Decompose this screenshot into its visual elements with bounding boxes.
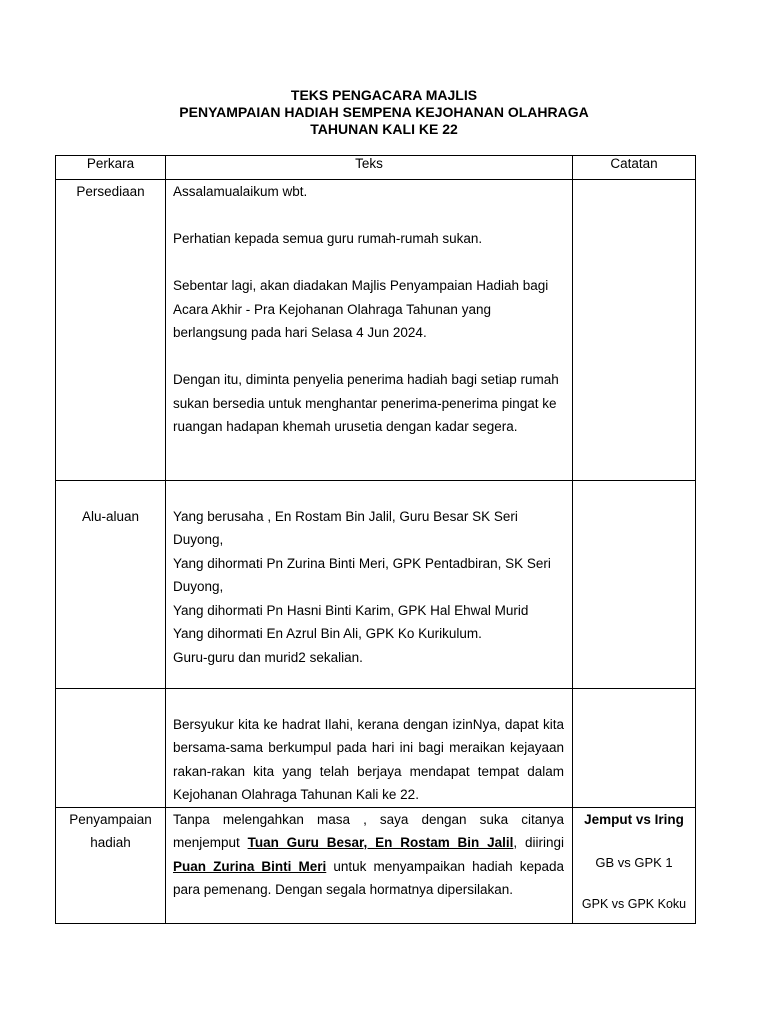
perkara-cell: Persediaan xyxy=(56,180,166,481)
paragraph: Assalamualaikum wbt. xyxy=(173,184,308,199)
header-perkara: Perkara xyxy=(56,156,166,180)
catatan-cell xyxy=(573,807,696,923)
text-span: untuk menyampaikan hadiah kepada para pemenang. Dengan segala hormatnya dipersilakan. xyxy=(173,858,565,897)
greeting-line: Yang dihormati Pn Zurina Binti Meri, GPK Pentadbiran, SK Seri Duyong, xyxy=(173,555,551,594)
greeting-line: Yang berusaha , En Rostam Bin Jalil, Guru Besar SK Seri Duyong, xyxy=(173,508,518,547)
text-span: , diiringi xyxy=(513,835,564,850)
greeting-line: Yang dihormati En Azrul Bin Ali, GPK Ko Kurikulum. xyxy=(173,626,482,641)
guest-name-1: Tuan Guru Besar, En Rostam Bin Jalil xyxy=(247,835,514,850)
note-line: Jemput vs Iring xyxy=(584,811,684,827)
paragraph: Perhatian kepada semua guru rumah-rumah sukan. xyxy=(173,231,483,246)
perkara-cell: Penyampaian hadiah xyxy=(56,807,166,923)
catatan-cell xyxy=(573,180,696,481)
document-title: TEKS PENGACARA MAJLIS xyxy=(290,87,478,103)
document-subtitle: PENYAMPAIAN HADIAH SEMPENA KEJOHANAN OLAHRAGA xyxy=(179,104,589,120)
guest-name-2: Puan Zurina Binti Meri xyxy=(173,858,327,874)
teks-cell xyxy=(166,481,573,689)
table-row xyxy=(56,180,696,481)
teks-cell xyxy=(166,689,573,808)
greeting-line: Guru-guru dan murid2 sekalian. xyxy=(173,649,363,665)
perkara-label: Alu-aluan xyxy=(81,508,140,524)
table-row xyxy=(56,481,696,689)
greeting-line: Yang dihormati Pn Hasni Binti Karim, GPK Hal Ehwal Murid xyxy=(173,602,529,618)
script-table xyxy=(55,155,696,924)
teks-cell xyxy=(166,807,573,923)
paragraph: Dengan itu, diminta penyelia penerima hadiah bagi setiap rumah sukan bersedia untuk menghantar penerima-penerima pingat ke ruangan hadapan khemah urusetia dengan kadar segera. xyxy=(173,372,559,434)
header-teks: Teks xyxy=(166,156,573,180)
text-span: Tanpa melengahkan masa , saya dengan suka citanya menjemput xyxy=(173,811,564,850)
teks-cell xyxy=(166,180,573,481)
table-header-row xyxy=(56,156,696,180)
paragraph xyxy=(173,808,564,902)
note-line: GPK vs GPK Koku xyxy=(581,896,687,911)
header-catatan: Catatan xyxy=(573,156,696,180)
paragraph: Bersyukur kita ke hadrat Ilahi, kerana dengan izinNya, dapat kita bersama-sama berkumpul pada hari ini bagi meraikan kejayaan rakan-rakan kita yang telah berjaya mendapat tempat dalam Kejohanan Olahraga Tahunan Kali ke 22. xyxy=(173,716,564,802)
document-subtitle-2: TAHUNAN KALI KE 22 xyxy=(310,121,458,137)
catatan-cell xyxy=(573,689,696,808)
perkara-cell xyxy=(56,481,166,689)
note-line: GB vs GPK 1 xyxy=(595,855,673,870)
table-row xyxy=(56,807,696,923)
catatan-cell xyxy=(573,481,696,689)
paragraph: Sebentar lagi, akan diadakan Majlis Penyampaian Hadiah bagi Acara Akhir - Pra Kejohanan Olahraga Tahunan yang berlangsung pada hari Selasa 4 Jun 2024. xyxy=(173,278,549,340)
perkara-cell xyxy=(56,689,166,808)
table-row xyxy=(56,689,696,808)
